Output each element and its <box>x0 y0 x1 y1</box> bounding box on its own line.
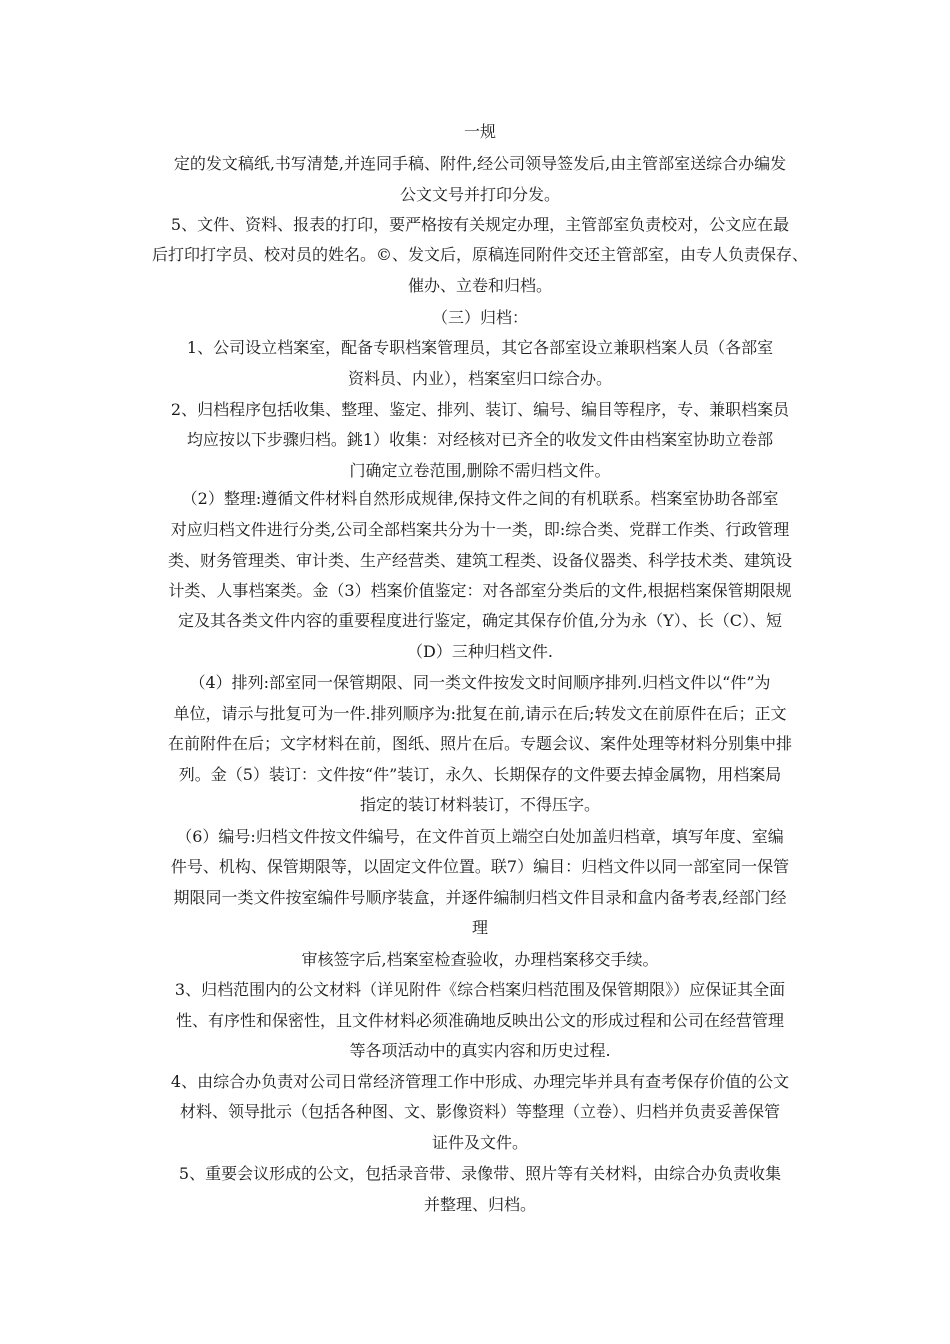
text-line: 5、文件、资料、报表的打印，要严格按有关规定办理，主管部室负责校对，公文应在最 <box>170 215 790 234</box>
text-line: 4、由综合办负责对公司日常经济管理工作中形成、办理完毕并具有查考保存价值的公文 <box>170 1072 790 1091</box>
text-line: （D）三种归档文件. <box>407 642 553 661</box>
text-line: 定的发文稿纸,书写清楚,并连同手稿、附件,经公司领导签发后,由主管部室送综合办编发 <box>173 154 787 173</box>
text-line: 定及其各类文件内容的重要程度进行鉴定，确定其保存价值,分为永（Y）、长（C）、短 <box>178 611 782 630</box>
text-line: 后打印打字员、校对员的姓名。©、发文后，原稿连同附件交还主管部室，由专人负责保存、 <box>151 245 808 264</box>
text-line: 材料、领导批示（包括各种图、文、影像资料）等整理（立卷）、归档并负责妥善保管 <box>179 1102 780 1121</box>
text-line: 资料员、内业），档案室归口综合办。 <box>347 369 612 388</box>
text-line: 类、财务管理类、审计类、生产经营类、建筑工程类、设备仪器类、科学技术类、建筑设 <box>167 551 792 570</box>
text-line: 公文文号并打印分发。 <box>399 185 560 204</box>
section-heading: （三）归档： <box>431 308 528 327</box>
text-line: 门确定立卷范围,删除不需归档文件。 <box>349 461 611 480</box>
text-line: 并整理、归档。 <box>423 1195 536 1214</box>
text-line: （2）整理:遵循文件材料自然形成规律,保持文件之间的有机联系。档案室协助各部室 <box>181 489 779 508</box>
text-line: 3、归档范围内的公文材料（详见附件《综合档案归档范围及保管期限》）应保证其全面 <box>174 980 786 999</box>
text-line: 性、有序性和保密性，且文件材料必须准确地反映出公文的形成过程和公司在经营管理 <box>175 1011 784 1030</box>
text-line: 一规 <box>463 122 496 141</box>
text-line: 对应归档文件进行分类,公司全部档案共分为十一类，即:综合类、党群工作类、行政管理 <box>170 520 790 539</box>
text-line: 在前附件在后；文字材料在前，图纸、照片在后。专题会议、案件处理等材料分别集中排 <box>167 734 792 753</box>
text-line: 1、公司设立档案室，配备专职档案管理员，其它各部室设立兼职档案人员（各部室 <box>186 338 774 357</box>
text-line: 列。金（5）装订：文件按“件”装订，永久、长期保存的文件要去掉金属物，用档案局 <box>178 765 782 784</box>
text-line: 期限同一类文件按室编件号顺序装盒，并逐件编制归档文件目录和盒内备考表,经部门经 <box>173 888 787 907</box>
text-line: 均应按以下步骤归档。銚1）收集：对经核对已齐全的收发文件由档案室协助立卷部 <box>186 430 774 449</box>
text-line: 2、归档程序包括收集、整理、鉴定、排列、装订、编号、编目等程序，专、兼职档案员 <box>170 400 790 419</box>
text-line: 件号、机构、保管期限等，以固定文件位置。联7）编目：归档文件以同一部室同一保管 <box>170 857 790 876</box>
text-line: 计类、人事档案类。金（3）档案价值鉴定：对各部室分类后的文件,根据档案保管期限规 <box>168 581 792 600</box>
text-line: 审核签字后,档案室检查验收，办理档案移交手续。 <box>301 950 659 969</box>
text-line: 等各项活动中的真实内容和历史过程. <box>349 1041 611 1060</box>
text-line: 单位，请示与批复可为一件.排列顺序为:批复在前,请示在后;转发文在前原件在后；正文 <box>173 704 787 723</box>
text-line: （6）编号:归档文件按文件编号，在文件首页上端空白处加盖归档章，填写年度、室编 <box>176 827 784 846</box>
text-line: 指定的装订材料装订，不得压字。 <box>359 795 600 814</box>
text-line: 理 <box>471 918 488 937</box>
text-line: 催办、立卷和归档。 <box>407 276 552 295</box>
text-line: 证件及文件。 <box>431 1133 528 1152</box>
text-line: 5、重要会议形成的公文，包括录音带、录像带、照片等有关材料，由综合办负责收集 <box>178 1164 782 1183</box>
text-line: （4）排列:部室同一保管期限、同一类文件按发文时间顺序排列.归档文件以“件”为 <box>189 673 771 692</box>
